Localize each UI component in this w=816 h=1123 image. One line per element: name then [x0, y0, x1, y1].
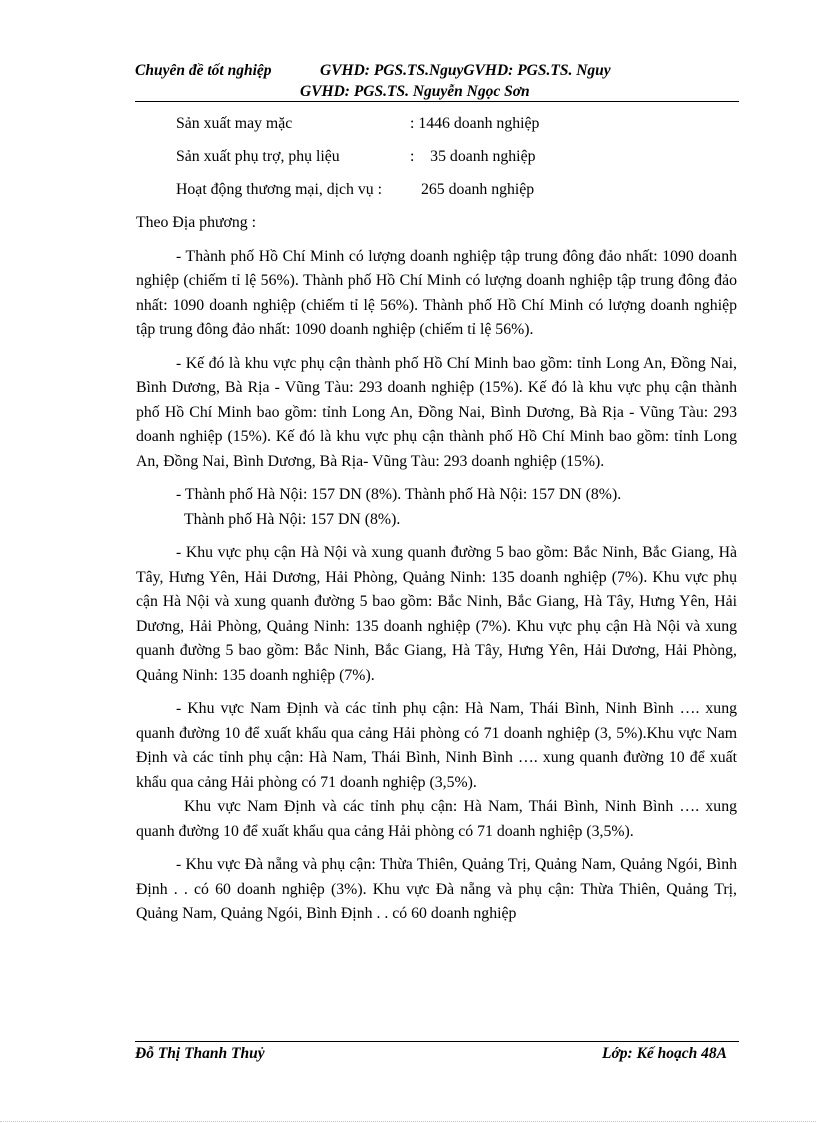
paragraph-hanoi: - Thành phố Hà Nội: 157 DN (8%). Thành phố Hà Nội: 157 DN (8%).: [176, 486, 622, 503]
paragraph-namdinh-continued: Khu vực Nam Định và các tỉnh phụ cận: Hà Nam, Thái Bình, Ninh Bình …. xung quanh đường 10 để xuất khẩu qua cảng Hải phòng có 71 doanh nghiệp (3,5%).: [136, 798, 737, 840]
paragraph-danang: - Khu vực Đà nẵng và phụ cận: Thừa Thiên, Quảng Trị, Quảng Nam, Quảng Ngói, Bình Định . . có 60 doanh nghiệp (3%). Khu vực Đà nẵng và phụ cận: Thừa Thiên, Quảng Trị, Quảng Nam, Quảng Ngói, Bình Định . . có 60 doanh nghiệp: [136, 856, 737, 922]
header-line-1: [135, 61, 739, 82]
stat-row-garment: [136, 112, 737, 145]
paragraph-namdinh: - Khu vực Nam Định và các tỉnh phụ cận: Hà Nam, Thái Bình, Ninh Bình …. xung quanh đường 10 để xuất khẩu qua cảng Hải phòng có 71 doanh nghiệp (3, 5%).Khu vực Nam Định và các tỉnh phụ cận: Hà Nam, Thái Bình, Ninh Bình …. xung quanh đường 10 để xuất khẩu qua cảng Hải phòng có 71 doanh nghiệp (3,5%).: [136, 700, 737, 791]
supervisor-label: GVHD: PGS.TS. Nguyễn Ngọc Sơn: [300, 83, 530, 100]
stat-label: Sản xuất phụ trợ, phụ liệu: [176, 148, 340, 165]
stat-row-trade: [136, 178, 737, 211]
author-name: Đỗ Thị Thanh Thuỷ: [135, 1045, 265, 1062]
page-body: [136, 112, 737, 936]
supervisor-label-garbled: GVHD: PGS.TS.NguyGVHD: PGS.TS. Nguy: [320, 62, 611, 79]
paragraph-hanoi-continued: Thành phố Hà Nội: 157 DN (8%).: [184, 510, 401, 528]
stat-label: Hoạt động thương mại, dịch vụ :: [176, 181, 383, 198]
page-header: [135, 61, 739, 102]
paragraph-hcm-surroundings: - Kế đó là khu vực phụ cận thành phố Hồ Chí Minh bao gồm: tỉnh Long An, Đồng Nai, Bình Dương, Bà Rịa - Vũng Tàu: 293 doanh nghiệp (15%). Kế đó là khu vực phụ cận thành phố Hồ Chí Minh bao gồm: tỉnh Long An, Đồng Nai, Bình Dương, Bà Rịa - Vũng Tàu: 293 doanh nghiệp (15%). Kế đó là khu vực phụ cận thành phố Hồ Chí Minh bao gồm: tỉnh Long An, Đồng Nai, Bình Dương, Bà Rịa- Vũng Tàu: 293 doanh nghiệp (15%).: [136, 354, 737, 470]
paragraph-hcm: - Thành phố Hồ Chí Minh có lượng doanh nghiệp tập trung đông đảo nhất: 1090 doanh nghiệp (chiếm tỉ lệ 56%). Thành phố Hồ Chí Minh có lượng doanh nghiệp tập trung đông đảo nhất: 1090 doanh nghiệp (chiếm tỉ lệ 56%). Thành phố Hồ Chí Minh có lượng doanh nghiệp tập trung đông đảo nhất: 1090 doanh nghiệp (chiếm tỉ lệ 56%).: [136, 247, 737, 338]
paragraph-hanoi-surroundings: - Khu vực phụ cận Hà Nội và xung quanh đường 5 bao gồm: Bắc Ninh, Bắc Giang, Hà Tây, Hưng Yên, Hải Dương, Hải Phòng, Quảng Ninh: 135 doanh nghiệp (7%). Khu vực phụ cận Hà Nội và xung quanh đường 5 bao gồm: Bắc Ninh, Bắc Giang, Hà Tây, Hưng Yên, Hải Dương, Hải Phòng, Quảng Ninh: 135 doanh nghiệp (7%). Khu vực phụ cận Hà Nội và xung quanh đường 5 bao gồm: Bắc Ninh, Bắc Giang, Hà Tây, Hưng Yên, Hải Dương, Hải Phòng, Quảng Ninh: 135 doanh nghiệp (7%).: [136, 544, 737, 684]
page-footer: [135, 1045, 739, 1065]
stat-value: : 1446 doanh nghiệp: [410, 115, 540, 132]
footer-divider: [135, 1041, 739, 1042]
section-heading: Theo Địa phương :: [136, 214, 257, 231]
stat-value: 265 doanh nghiệp: [421, 181, 535, 198]
thesis-title: Chuyên đề tốt nghiệp: [135, 62, 272, 79]
stat-label: Sản xuất may mặc: [176, 115, 293, 132]
class-label: Lớp: Kế hoạch 48A: [602, 1045, 727, 1062]
stat-row-auxiliary: [136, 145, 737, 178]
header-divider: [135, 101, 739, 102]
page-edge: [0, 1121, 816, 1122]
stat-value: : 35 doanh nghiệp: [410, 148, 536, 165]
